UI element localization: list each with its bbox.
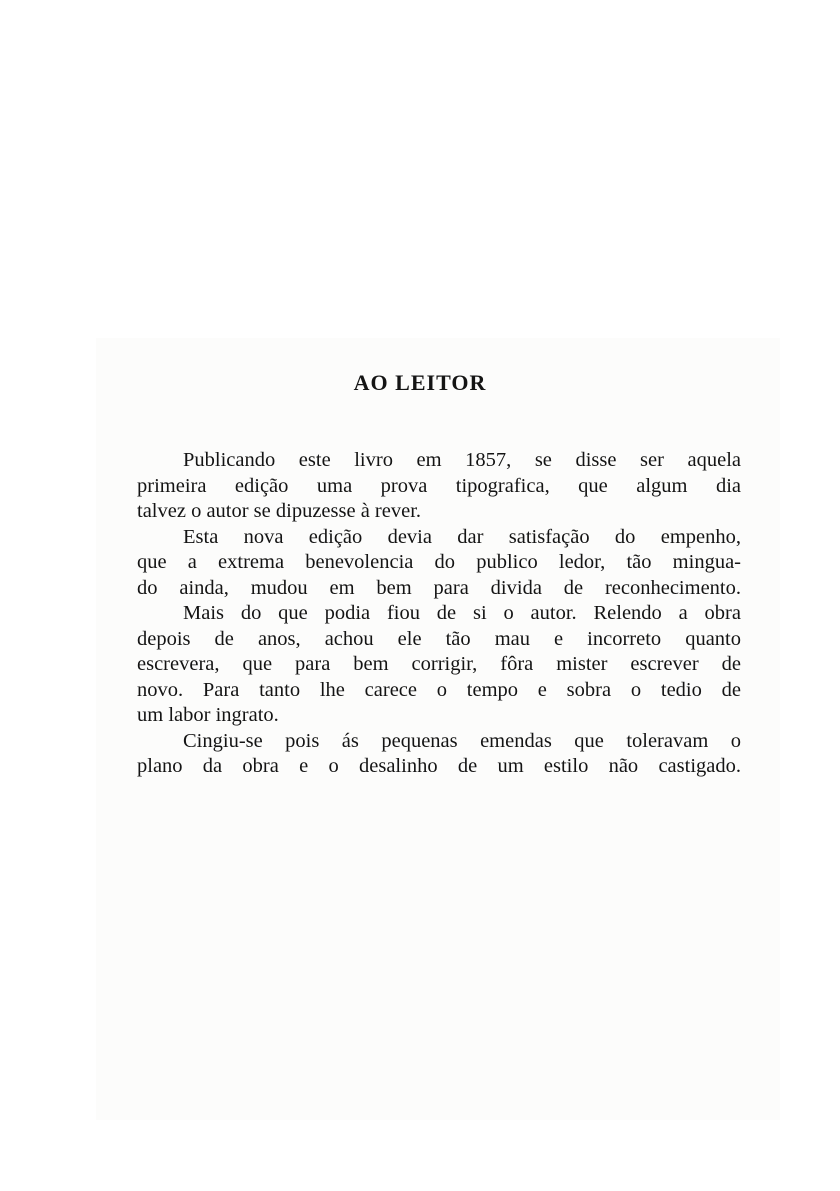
paragraph-1 — [137, 448, 741, 525]
paragraph-2 — [137, 525, 741, 602]
text-line: primeira edição uma prova tipografica, que algum dia — [137, 474, 741, 497]
text-line: que a extrema benevolencia do publico ledor, tão mingua- — [137, 551, 741, 573]
text-line: plano da obra e o desalinho de um estilo não castigado. — [137, 755, 741, 777]
text-line: Cingiu-se pois ás pequenas emendas que toleravam o — [183, 729, 741, 752]
text-line: talvez o autor se dipuzesse à rever. — [137, 500, 422, 522]
text-line: Publicando este livro em 1857, se disse ser aquela — [183, 449, 741, 471]
paragraph-3 — [137, 601, 741, 729]
paragraph-4 — [137, 729, 741, 780]
text-line: do ainda, mudou em bem para divida de reconhecimento. — [137, 576, 741, 599]
page-title: AO LEITOR — [353, 370, 487, 395]
body-text — [137, 448, 741, 780]
text-line: Esta nova edição devia dar satisfação do empenho, — [183, 525, 741, 548]
text-line: um labor ingrato. — [137, 704, 279, 726]
text-line: Mais do que podia fiou de si o autor. Relendo a obra — [183, 602, 741, 624]
text-line: depois de anos, achou ele tão mau e incorreto quanto — [137, 627, 741, 650]
text-line: escrevera, que para bem corrigir, fôra mister escrever de — [137, 653, 741, 675]
text-line: novo. Para tanto lhe carece o tempo e sobra o tedio de — [137, 678, 741, 701]
